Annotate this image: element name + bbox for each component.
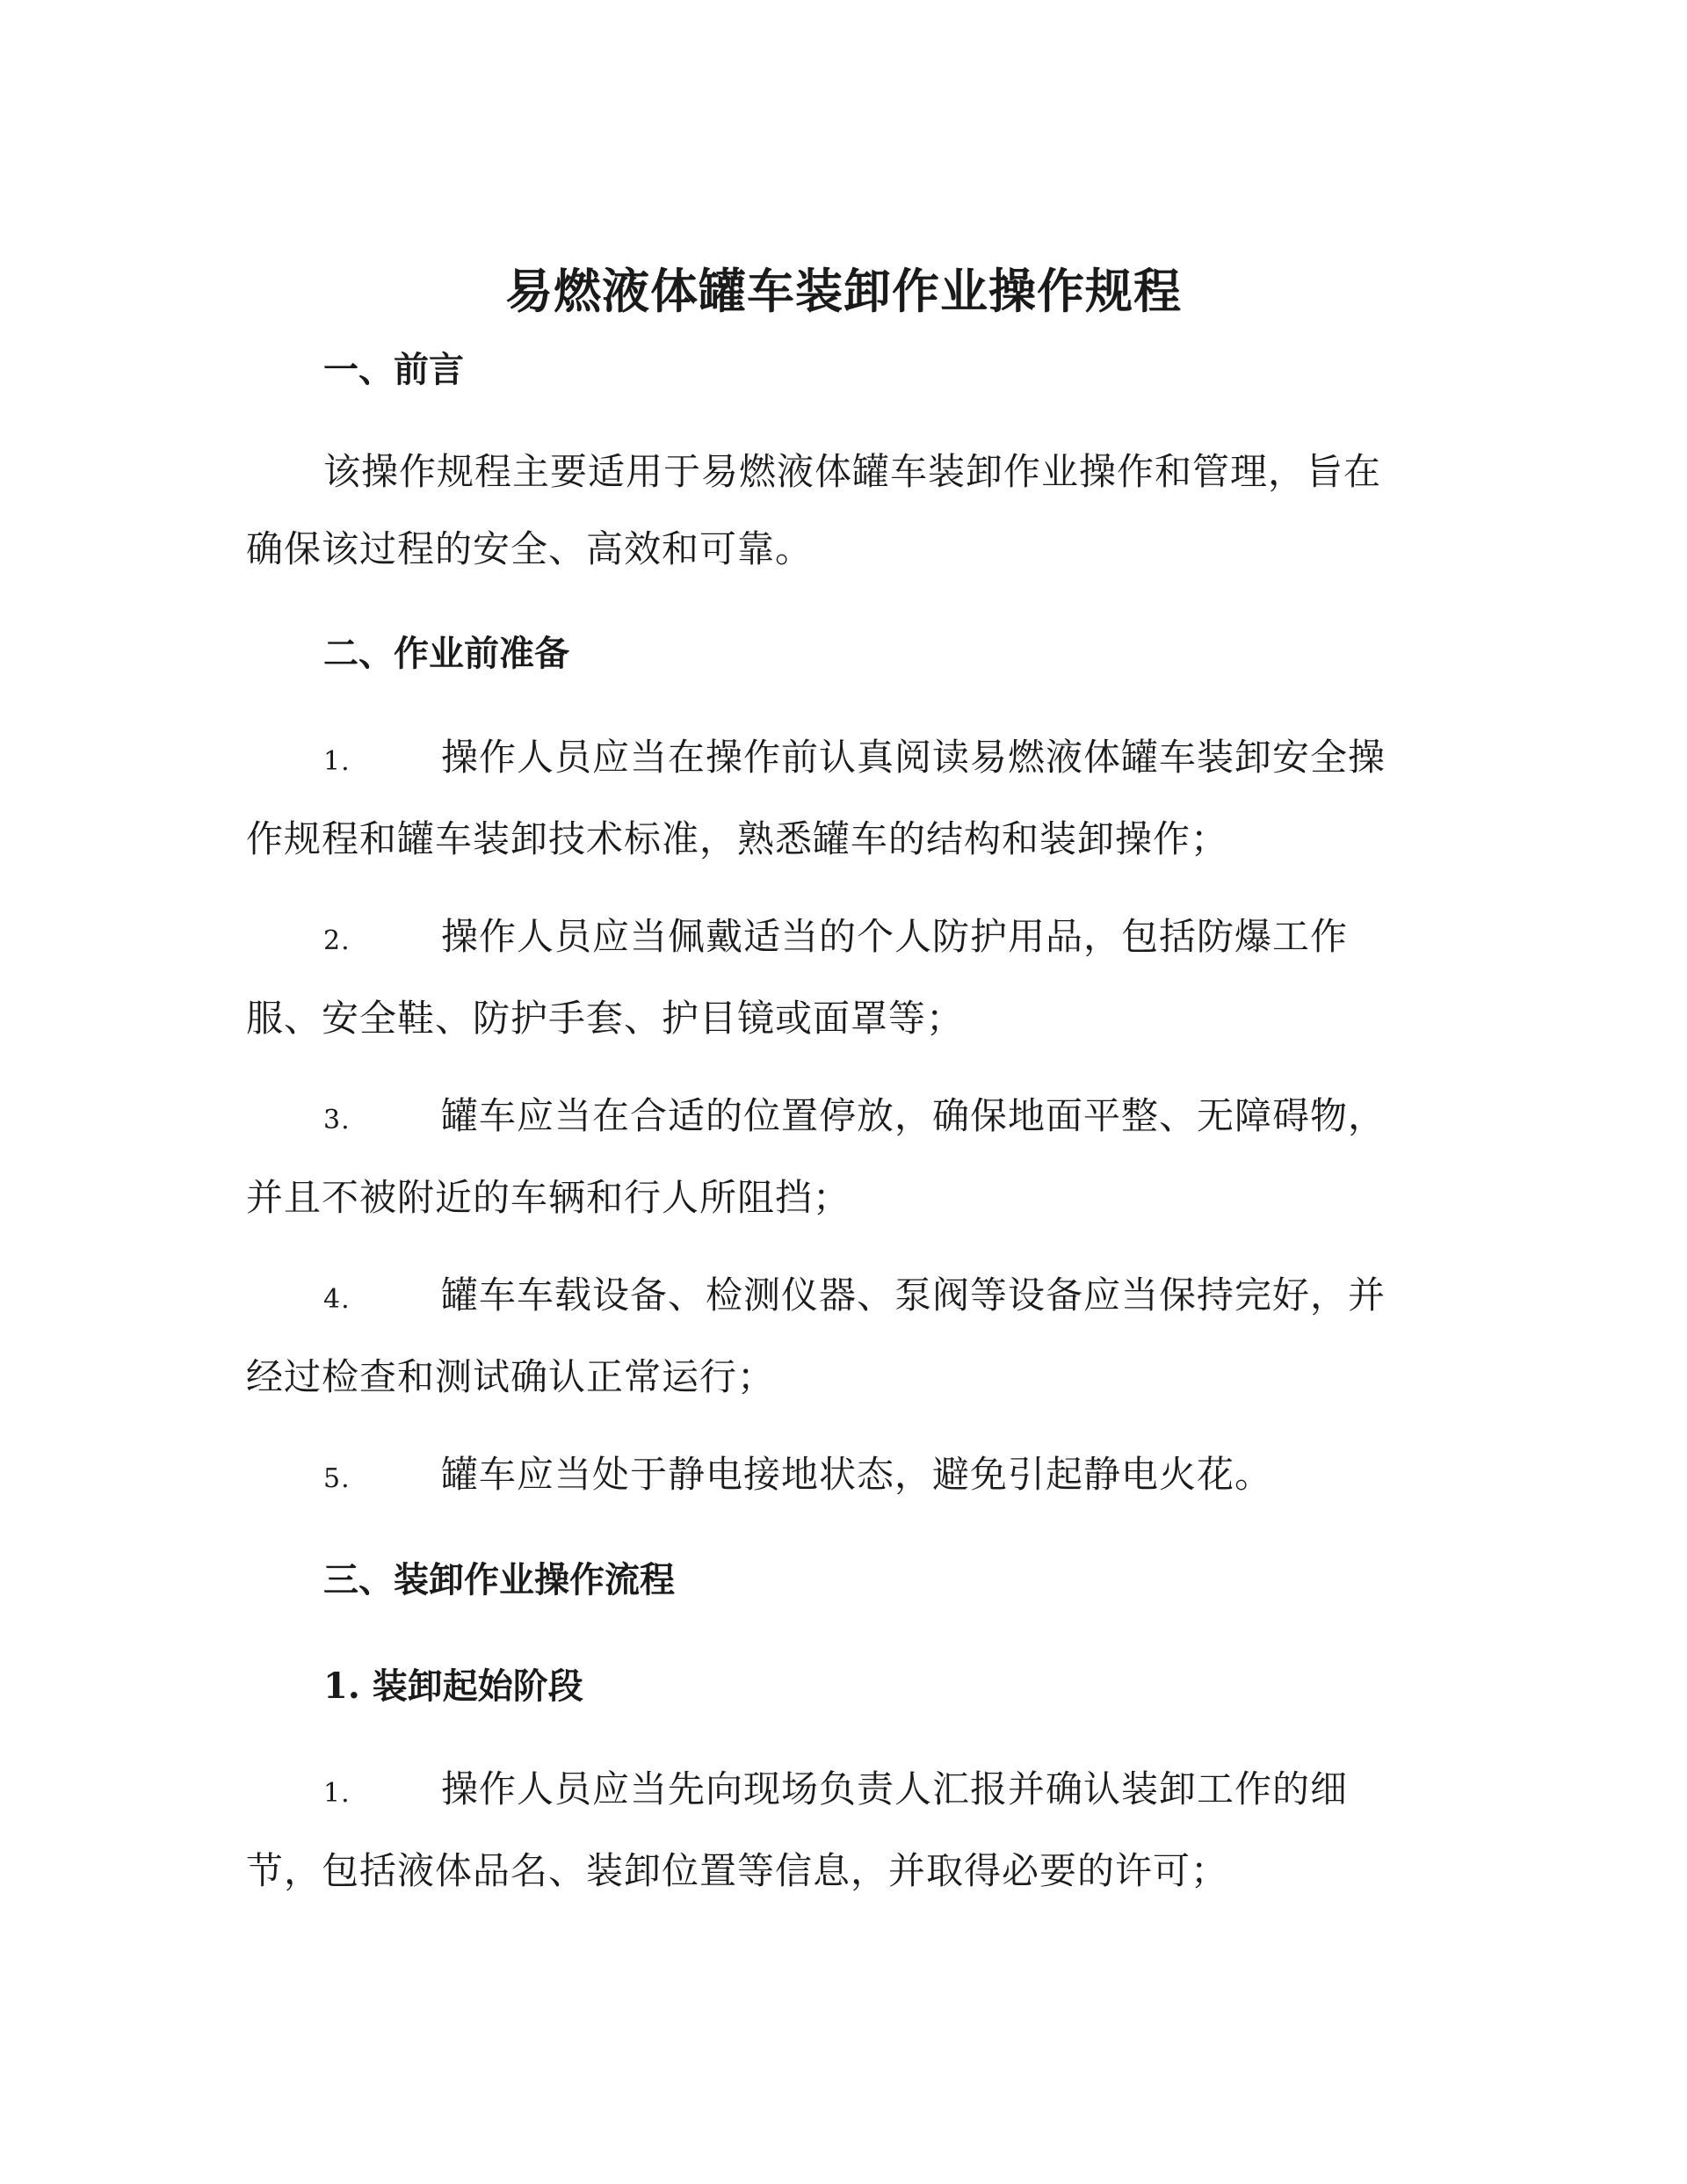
item-text: 操作人员应当在操作前认真阅读易燃液体罐车装卸安全操作规程和罐车装卸技术标准，熟悉罐车的结构和装卸操作； <box>246 736 1387 860</box>
item-text: 罐车应当在合适的位置停放，确保地面平整、无障碍物，并且不被附近的车辆和行人所阻挡； <box>246 1094 1387 1219</box>
item-number: 3. <box>323 1105 351 1136</box>
list-item <box>246 719 1406 878</box>
document-title: 易燃液体罐车装卸作业操作规程 <box>505 263 1182 319</box>
sub-heading-number: 1. <box>323 1665 360 1707</box>
list-item <box>246 898 1406 1057</box>
item-number: 5. <box>323 1463 351 1494</box>
list-item <box>246 1077 1406 1237</box>
section-heading-intro: 一、前言 <box>323 349 464 390</box>
list-item <box>246 1257 1406 1416</box>
intro-paragraph: 该操作规程主要适用于易燃液体罐车装卸作业操作和管理，旨在确保该过程的安全、高效和可靠。 <box>246 450 1382 570</box>
sub-heading-text: 装卸起始阶段 <box>372 1665 583 1707</box>
section-heading-prep: 二、作业前准备 <box>323 633 569 674</box>
sub-heading <box>323 1664 583 1709</box>
item-number: 1. <box>323 746 351 777</box>
item-text: 操作人员应当佩戴适当的个人防护用品，包括防爆工作服、安全鞋、防护手套、护目镜或面罩等； <box>246 915 1349 1040</box>
section-heading-process: 三、装卸作业操作流程 <box>323 1559 675 1600</box>
item-text: 操作人员应当先向现场负责人汇报并确认装卸工作的细节，包括液体品名、装卸位置等信息，并取得必要的许可； <box>246 1767 1349 1892</box>
list-item <box>246 1751 1406 1910</box>
item-number: 1. <box>323 1778 351 1809</box>
item-text: 罐车应当处于静电接地状态，避免引起静电火花。 <box>441 1453 1273 1496</box>
list-item <box>246 1436 1406 1518</box>
item-number: 2. <box>323 925 351 956</box>
item-number: 4. <box>323 1284 351 1315</box>
item-text: 罐车车载设备、检测仪器、泵阀等设备应当保持完好，并经过检查和测试确认正常运行； <box>246 1273 1387 1398</box>
